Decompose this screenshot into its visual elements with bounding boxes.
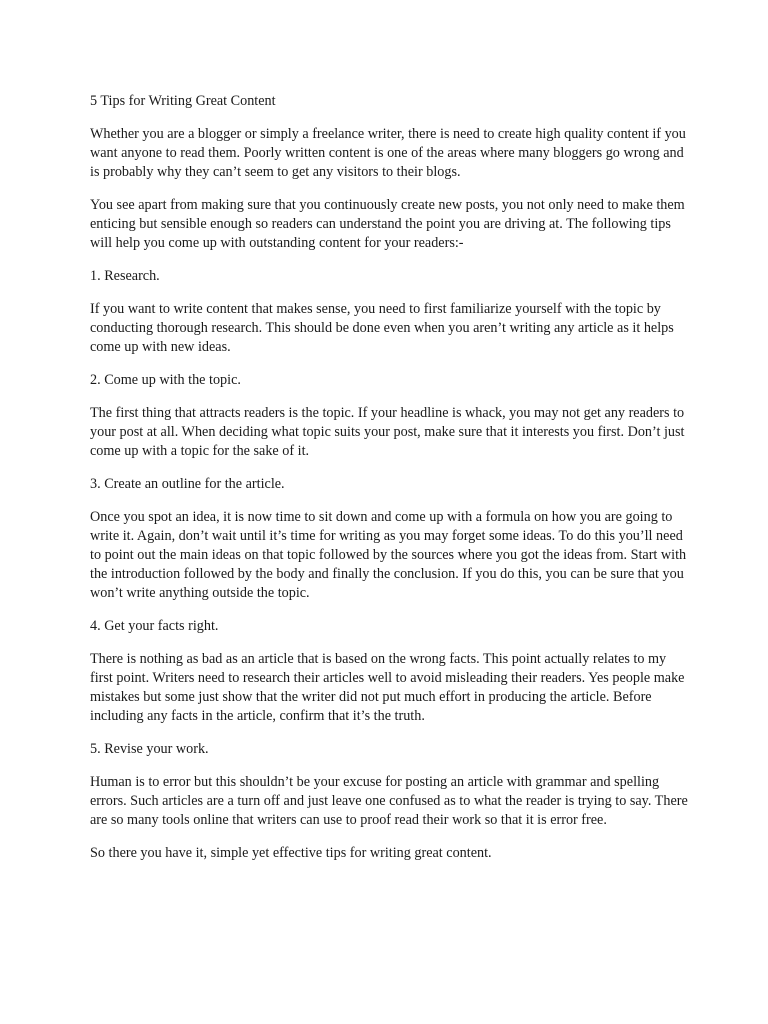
- tip-heading-1: 1. Research.: [90, 268, 160, 284]
- tip-body-2: The first thing that attracts readers is the topic. If your headline is whack, you may not get any readers to your post at all. When deciding what topic suits your post, make sure that it interests you first. Don’t just come up with a topic for the sake of it.: [90, 405, 685, 459]
- tip-heading-5: 5. Revise your work.: [90, 741, 209, 757]
- tip-body-1: If you want to write content that makes sense, you need to first familiarize yourself with the topic by conducting thorough research. This should be done even when you aren’t writing any article as it helps come up with new ideas.: [90, 301, 674, 355]
- conclusion-paragraph: So there you have it, simple yet effective tips for writing great content.: [90, 845, 492, 861]
- tip-body-4: There is nothing as bad as an article that is based on the wrong facts. This point actually relates to my first point. Writers need to research their articles well to avoid misleading their readers. Yes people make mistakes but some just show that the writer did not put much effort in producing the article. Before including any facts in the article, confirm that it’s the truth.: [90, 651, 685, 724]
- tip-heading-2: 2. Come up with the topic.: [90, 372, 241, 388]
- intro-paragraph-1: Whether you are a blogger or simply a freelance writer, there is need to create high quality content if you want anyone to read them. Poorly written content is one of the areas where many bloggers go wrong and is probably why they can’t seem to get any visitors to their blogs.: [90, 126, 686, 180]
- intro-paragraph-2: You see apart from making sure that you continuously create new posts, you not only need to make them enticing but sensible enough so readers can understand the point you are driving at. The following tips will help you come up with outstanding content for your readers:-: [90, 197, 685, 251]
- document-page: [90, 92, 690, 877]
- tip-body-5: Human is to error but this shouldn’t be your excuse for posting an article with grammar and spelling errors. Such articles are a turn off and just leave one confused as to what the reader is trying to say. There are so many tools online that writers can use to proof read their work so that it is error free.: [90, 774, 688, 828]
- tip-heading-3: 3. Create an outline for the article.: [90, 476, 285, 492]
- tip-body-3: Once you spot an idea, it is now time to sit down and come up with a formula on how you are going to write it. Again, don’t wait until it’s time for writing as you may forget some ideas. To do this you’ll need to point out the main ideas on that topic followed by the sources where you got the ideas from. Start with the introduction followed by the body and finally the conclusion. If you do this, you can be sure that you won’t write anything outside the topic.: [90, 509, 687, 601]
- tip-heading-4: 4. Get your facts right.: [90, 618, 219, 634]
- document-title: 5 Tips for Writing Great Content: [90, 93, 276, 109]
